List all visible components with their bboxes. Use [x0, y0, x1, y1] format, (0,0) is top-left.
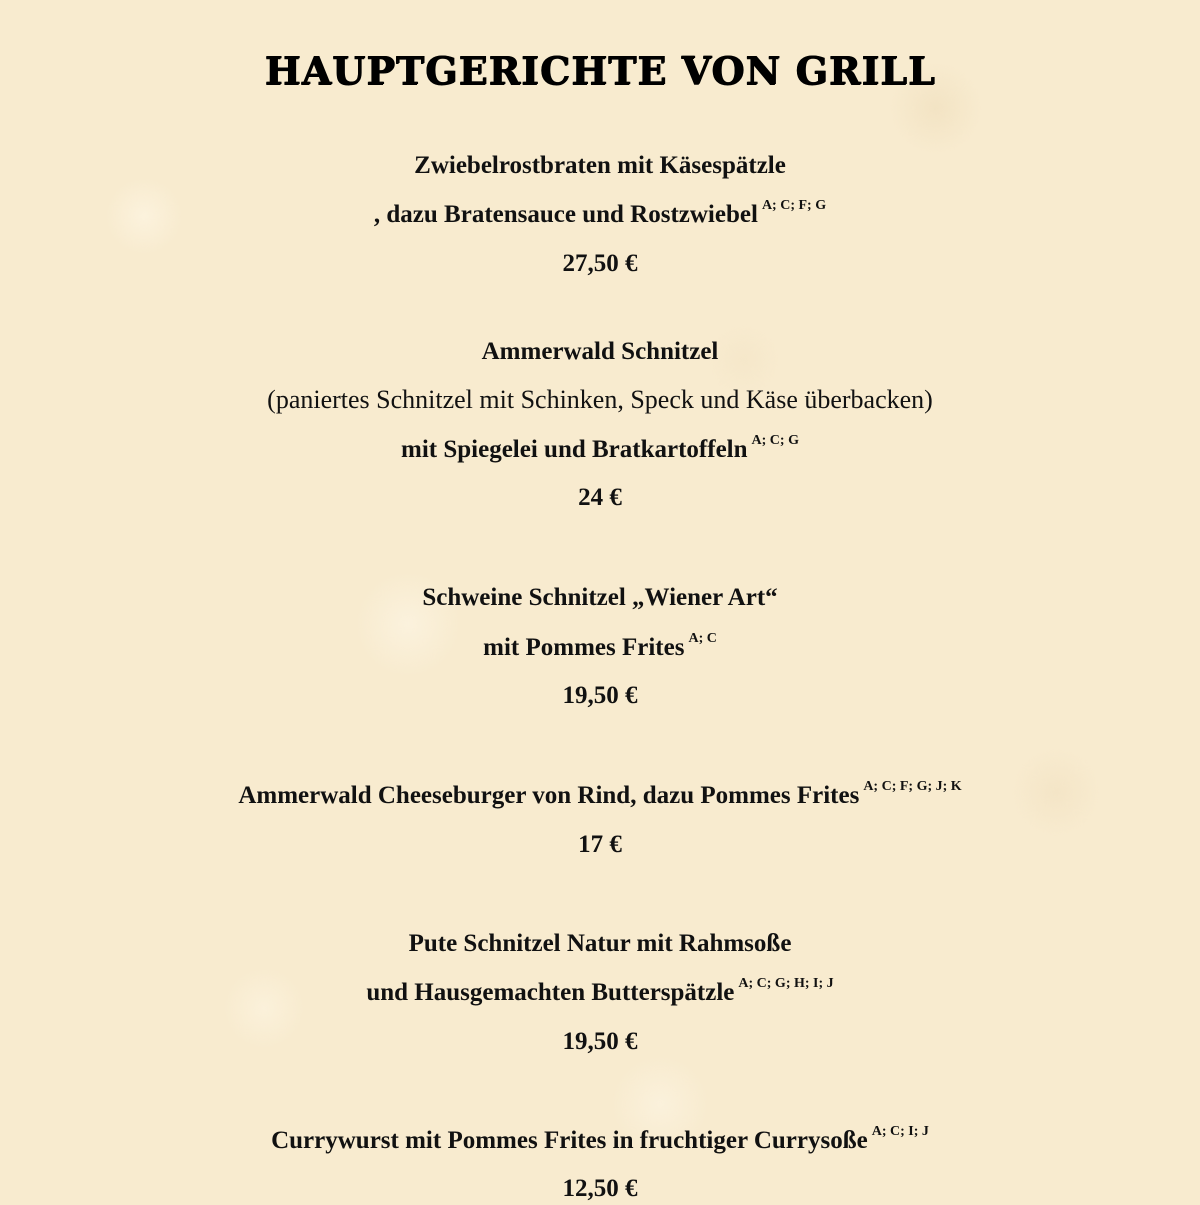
dish-5-line2: und Hausgemachten Butterspätzle: [366, 979, 735, 1006]
dish-1-name: [0, 150, 1200, 182]
dish-1-detail: [0, 199, 1200, 235]
dish-2-description: (paniertes Schnitzel mit Schinken, Speck und Käse überbacken): [267, 385, 933, 414]
dish-5-name: [0, 928, 1200, 960]
dish-4-price: 17 €: [578, 831, 622, 858]
dish-2-detail: [0, 434, 1200, 470]
dish-6-line1: Currywurst mit Pommes Frites in fruchtiger Currysoße: [271, 1127, 868, 1154]
dish-3-detail: [0, 632, 1200, 668]
dish-5-line1: Pute Schnitzel Natur mit Rahmsoße: [408, 930, 792, 957]
dish-3-line2: mit Pommes Frites: [483, 634, 685, 661]
dish-5-allergens: A; C; G; H; I; J: [738, 976, 834, 991]
dish-2-line2: mit Spiegelei und Bratkartoffeln: [401, 436, 748, 463]
dish-5-detail: [0, 977, 1200, 1013]
dish-1-line2: , dazu Bratensauce und Rostzwiebel: [373, 201, 758, 228]
menu-title: HAUPTGERICHTE VON GRILL: [264, 48, 936, 93]
dish-3-allergens: A; C: [688, 631, 717, 646]
dish-2-name: [0, 336, 1200, 368]
dish-1-line1: Zwiebelrostbraten mit Käsespätzle: [414, 152, 786, 179]
dish-3-name: [0, 582, 1200, 614]
dish-2-line1: Ammerwald Schnitzel: [481, 338, 719, 365]
dish-1-price: 27,50 €: [562, 250, 638, 277]
dish-5-price: 19,50 €: [562, 1028, 638, 1055]
dish-2-price: 24 €: [578, 484, 622, 511]
dish-2-allergens: A; C; G: [751, 433, 799, 448]
dish-6-name: [0, 1125, 1200, 1161]
dish-6-price: 12,50 €: [562, 1175, 638, 1202]
dish-6-allergens: A; C; I; J: [871, 1124, 929, 1139]
dish-3-line1: Schweine Schnitzel „Wiener Art“: [422, 584, 778, 611]
dish-1-allergens: A; C; F; G: [761, 198, 827, 213]
dish-4-name: [0, 780, 1200, 816]
dish-3-price: 19,50 €: [562, 682, 638, 709]
dish-4-line1: Ammerwald Cheeseburger von Rind, dazu Pommes Frites: [238, 782, 860, 809]
dish-4-allergens: A; C; F; G; J; K: [863, 779, 962, 794]
